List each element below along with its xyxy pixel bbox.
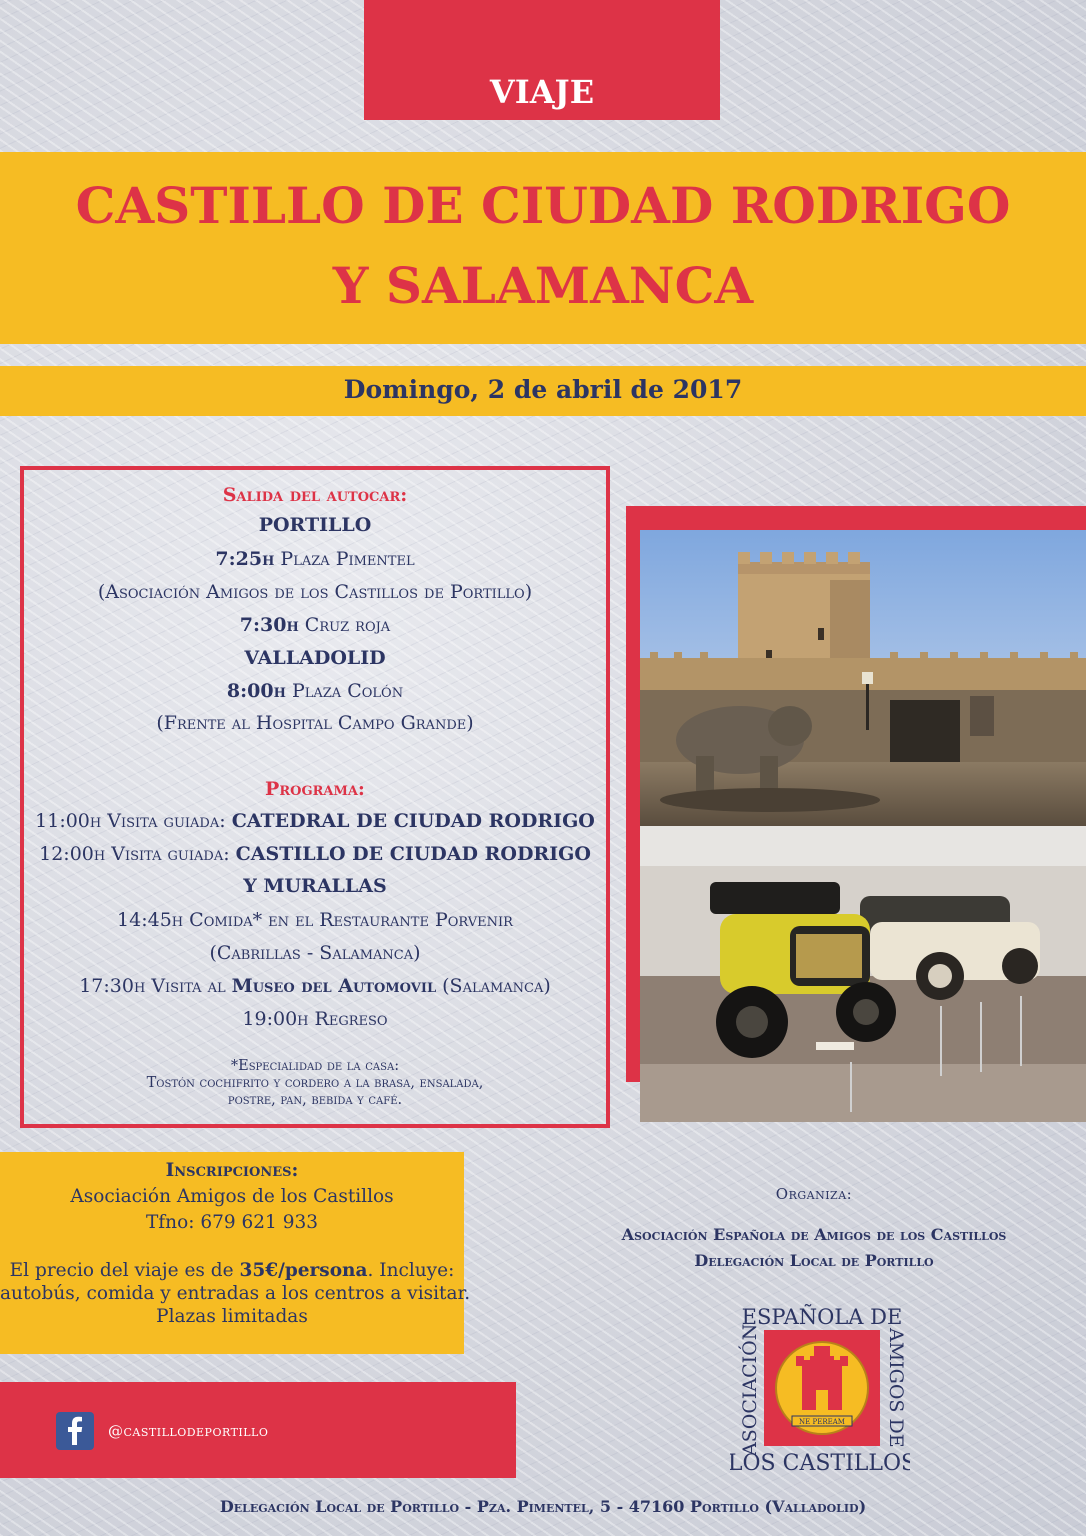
departure-heading: Salida del autocar: <box>222 484 408 506</box>
program-item-2-cont: Y MURALLAS <box>243 875 387 897</box>
limited-places: Plazas limitadas <box>156 1306 308 1327</box>
association-logo <box>730 1298 910 1476</box>
portillo-stop-1-note: (Asociación Amigos de los Castillos de Portillo) <box>97 581 533 603</box>
event-date: Domingo, 2 de abril de 2017 <box>343 375 743 404</box>
program-item-3-note: (Cabrillas - Salamanca) <box>209 942 421 964</box>
svg-text:AMIGOS DE: AMIGOS DE <box>885 1328 907 1448</box>
castle-photo <box>640 530 1086 826</box>
includes-line: autobús, comida y entradas a los centros a visitar. <box>0 1283 471 1304</box>
program-item-1: 11:00h Visita guiada: CATEDRAL DE CIUDAD RODRIGO <box>35 810 595 832</box>
portillo-stop-2: 7:30h Cruz roja <box>239 614 391 636</box>
organizer-delegation: Delegación Local de Portillo <box>694 1251 934 1270</box>
facebook-handle[interactable]: @castillodeportillo <box>108 1422 269 1440</box>
car-museum-photo <box>640 826 1086 1122</box>
footer-address: Delegación Local de Portillo - Pza. Pimentel, 5 - 47160 Portillo (Valladolid) <box>219 1497 867 1516</box>
program-item-4: 17:30h Visita al Museo del Automovil (Salamanca) <box>79 975 551 997</box>
svg-text:ESPAÑOLA DE: ESPAÑOLA DE <box>741 1305 903 1329</box>
organizer-label: Organiza: <box>775 1185 853 1203</box>
organizer-name: Asociación Española de Amigos de los Castillos <box>621 1225 1007 1244</box>
facebook-icon[interactable] <box>56 1412 94 1450</box>
header-tag: VIAJE <box>489 73 595 111</box>
program-heading: Programa: <box>265 778 365 800</box>
inscriptions-phone: Tfno: 679 621 933 <box>145 1212 319 1233</box>
program-item-3: 14:45h Comida* en el Restaurante Porvenir <box>117 909 513 931</box>
price-line: El precio del viaje es de 35€/persona. Incluye: <box>9 1260 455 1281</box>
footnote-line-1: *Especialidad de la casa: <box>230 1058 400 1074</box>
svg-text:ASOCIACIÓN: ASOCIACIÓN <box>739 1323 761 1456</box>
program-item-5: 19:00h Regreso <box>242 1008 388 1030</box>
title-line-1: CASTILLO DE CIUDAD RODRIGO <box>75 176 1011 235</box>
svg-text:NE PEREAM: NE PEREAM <box>799 1418 845 1426</box>
inscriptions-org: Asociación Amigos de los Castillos <box>70 1186 394 1207</box>
program-item-2: 12:00h Visita guiada: CASTILLO DE CIUDAD RODRIGO <box>39 843 591 865</box>
svg-text:LOS CASTILLOS: LOS CASTILLOS <box>730 1451 910 1476</box>
portillo-label: PORTILLO <box>258 514 372 536</box>
footnote-line-2: Tostón cochifrito y cordero a la brasa, ensalada, <box>146 1075 484 1091</box>
inscriptions-heading: Inscripciones: <box>165 1160 299 1181</box>
valladolid-stop-note: (Frente al Hospital Campo Grande) <box>156 712 474 734</box>
valladolid-stop: 8:00h Plaza Colón <box>226 680 404 702</box>
title-line-2: Y SALAMANCA <box>332 256 754 315</box>
footnote-line-3: postre, pan, bebida y café. <box>227 1092 403 1108</box>
valladolid-label: VALLADOLID <box>244 647 386 669</box>
portillo-stop-1: 7:25h Plaza Pimentel <box>215 548 415 570</box>
